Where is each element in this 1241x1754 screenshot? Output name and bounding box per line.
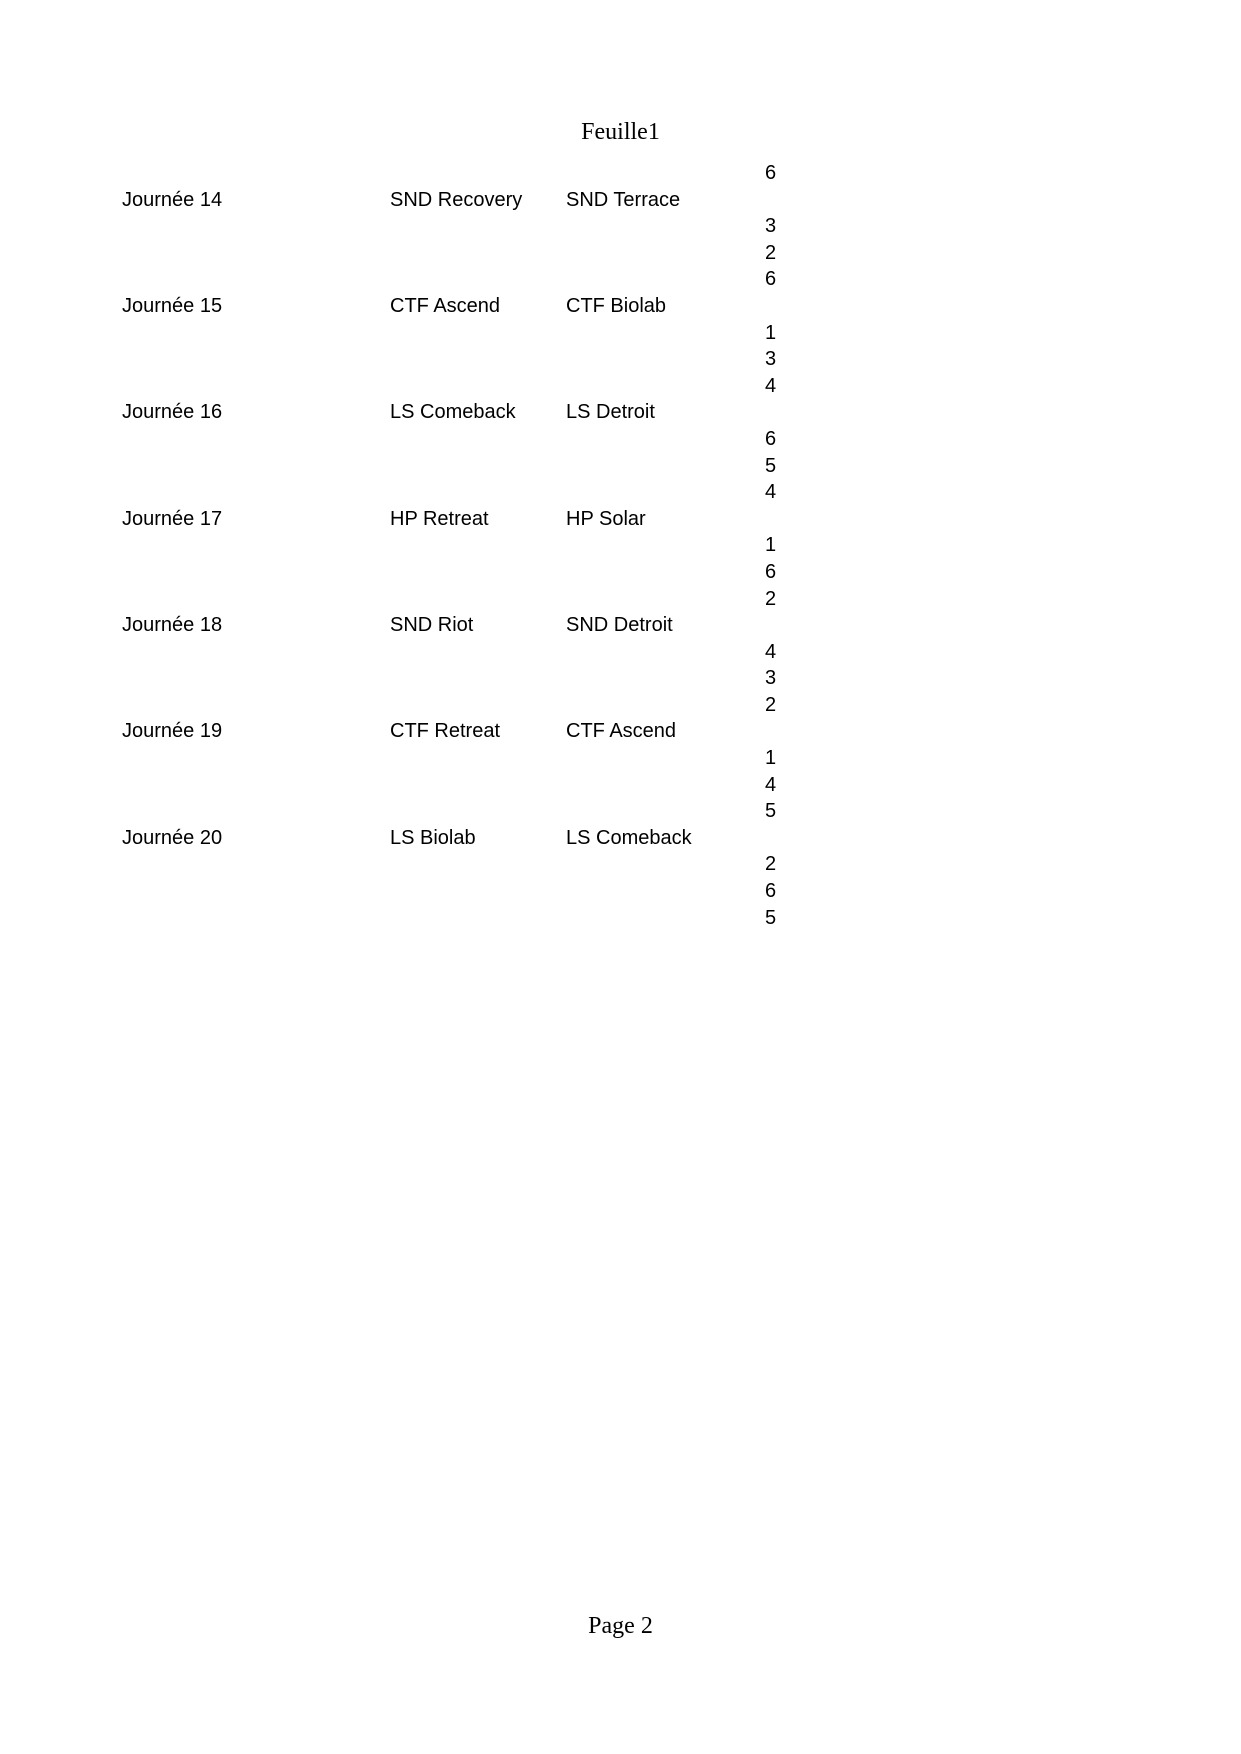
- table-row: [0, 878, 1241, 905]
- value-cell: 4: [765, 640, 777, 663]
- value-cell: 6: [765, 268, 777, 291]
- away-map-cell: LS Detroit: [566, 401, 655, 424]
- table-row: [0, 905, 1241, 932]
- value-cell: 4: [765, 773, 777, 796]
- table-row: [0, 506, 1241, 533]
- page-header-title: Feuille1: [581, 119, 660, 145]
- table-row: [0, 320, 1241, 347]
- away-map-cell: SND Terrace: [566, 188, 681, 211]
- home-map-cell: CTF Retreat: [390, 720, 501, 743]
- value-cell: 5: [765, 800, 777, 823]
- value-cell: 1: [765, 747, 777, 770]
- table-row: [0, 187, 1241, 214]
- home-map-cell: LS Comeback: [390, 401, 516, 424]
- table-row: [0, 240, 1241, 267]
- value-cell: 3: [765, 348, 777, 371]
- table-row: [0, 373, 1241, 400]
- table-row: [0, 665, 1241, 692]
- value-cell: 6: [765, 427, 777, 450]
- matchday-cell: Journée 20: [122, 826, 223, 849]
- table-row: [0, 479, 1241, 506]
- matchday-cell: Journée 17: [122, 507, 223, 530]
- home-map-cell: SND Recovery: [390, 188, 523, 211]
- away-map-cell: CTF Biolab: [566, 294, 667, 317]
- table-row: [0, 612, 1241, 639]
- table-row: [0, 586, 1241, 613]
- table-row: [0, 692, 1241, 719]
- matchday-cell: Journée 18: [122, 614, 223, 637]
- value-cell: 1: [765, 321, 777, 344]
- home-map-cell: SND Riot: [390, 614, 474, 637]
- away-map-cell: CTF Ascend: [566, 720, 677, 743]
- table-row: [0, 772, 1241, 799]
- table-row: [0, 532, 1241, 559]
- value-cell: 5: [765, 454, 777, 477]
- matchday-cell: Journée 16: [122, 401, 223, 424]
- matchday-cell: Journée 14: [122, 188, 223, 211]
- home-map-cell: HP Retreat: [390, 507, 489, 530]
- table-row: [0, 825, 1241, 852]
- table-row: [0, 718, 1241, 745]
- value-cell: 2: [765, 587, 777, 610]
- matchday-cell: Journée 15: [122, 294, 223, 317]
- value-cell: 2: [765, 693, 777, 716]
- value-cell: 1: [765, 534, 777, 557]
- value-cell: 3: [765, 215, 777, 238]
- away-map-cell: SND Detroit: [566, 614, 673, 637]
- table-row: [0, 798, 1241, 825]
- table-row: [0, 453, 1241, 480]
- value-cell: 3: [765, 667, 777, 690]
- table-row: [0, 639, 1241, 666]
- value-cell: 4: [765, 374, 777, 397]
- value-cell: 5: [765, 906, 777, 929]
- table-row: [0, 346, 1241, 373]
- table-row: [0, 426, 1241, 453]
- away-map-cell: HP Solar: [566, 507, 646, 530]
- matchday-cell: Journée 19: [122, 720, 223, 743]
- value-cell: 6: [765, 560, 777, 583]
- value-cell: 2: [765, 853, 777, 876]
- value-cell: 2: [765, 241, 777, 264]
- value-cell: 4: [765, 481, 777, 504]
- page-footer-number: Page 2: [588, 1613, 653, 1639]
- table-row: [0, 851, 1241, 878]
- table-row: [0, 213, 1241, 240]
- table-row: [0, 160, 1241, 187]
- table-row: [0, 745, 1241, 772]
- home-map-cell: LS Biolab: [390, 826, 476, 849]
- table-row: [0, 399, 1241, 426]
- value-cell: 6: [765, 162, 777, 184]
- table-row: [0, 266, 1241, 293]
- table-row: [0, 293, 1241, 320]
- value-cell: 6: [765, 880, 777, 903]
- table-row: [0, 559, 1241, 586]
- spreadsheet-table: [0, 160, 1241, 931]
- home-map-cell: CTF Ascend: [390, 294, 501, 317]
- away-map-cell: LS Comeback: [566, 826, 692, 849]
